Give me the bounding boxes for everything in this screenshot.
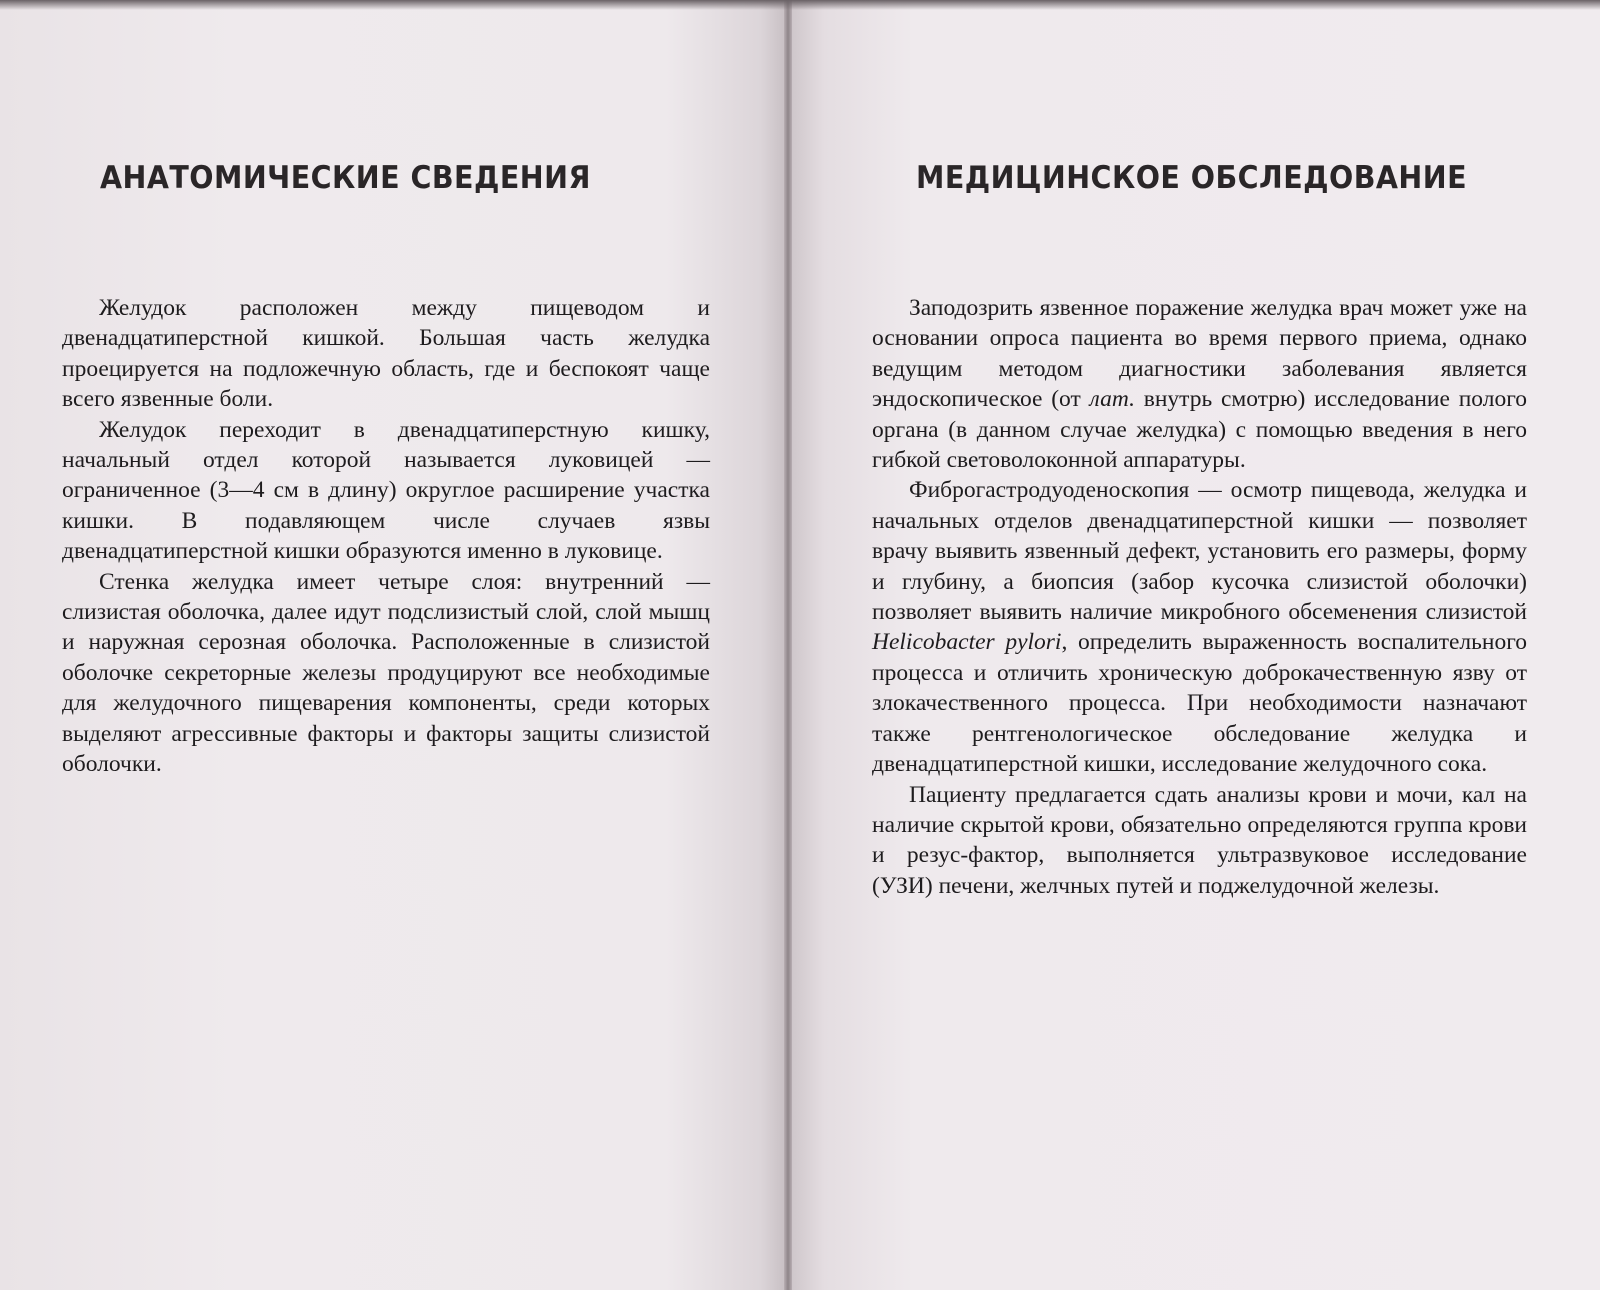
right-paragraph-2-bacterium: Helicobacter pylori [872,629,1062,656]
right-paragraph-1-part-b: внутрь смотрю) исследование полого органа (в данном случае желудка) с помощью введения в него гибкой световолоконной аппаратуры. [872,386,1527,474]
right-paragraph-2 [872,475,1527,779]
left-paragraph-1: Желудок расположен между пищеводом и двенадцатиперстной кишкой. Большая часть желудка проецируется на подложечную область, где и беспокоят чаще всего язвенные боли. [62,295,710,413]
right-paragraph-1 [872,293,1527,475]
right-page [792,0,1600,1290]
right-paragraph-3: Пациенту предлагается сдать анализы крови и мочи, кал на наличие скрытой крови, обязательно определяются группа крови и резус-фактор, выполняется ультразвуковое исследование (УЗИ) печени, желчных путей и поджелудочной железы. [872,781,1527,899]
left-paragraph-3: Стенка желудка имеет четыре слоя: внутренний — слизистая оболочка, далее идут подслизистый слой, слой мышц и наружная серозная оболочка. Расположенные в слизистой оболочке секреторные железы продуцируют все необходимые для желудочного пищеварения компоненты, среди которых выделяют агрессивные факторы и факторы защиты слизистой оболочки. [62,568,710,778]
left-page-heading: АНАТОМИЧЕСКИЕ СВЕДЕНИЯ [100,160,591,196]
right-paragraph-2-part-a: Фиброгастродуоденоскопия — осмотр пищевода, желудка и начальных отделов двенадцатиперстной кишки — позволяет врачу выявить язвенный дефект, установить его размеры, форму и глубину, а биопсия (забор кусочка слизистой оболочки) позволяет выявить наличие микробного обсеменения слизистой [872,477,1527,626]
right-paragraph-2-part-b: , определить выраженность воспалительного процесса и отличить хроническую доброкачественную язву от злокачественного процесса. При необходимости назначают также рентгенологическое обследование желудка и двенадцатиперстной кишки, исследование желудочного сока. [872,629,1527,778]
book-gutter [784,0,792,1290]
left-page [0,0,784,1290]
right-page-heading: МЕДИЦИНСКОЕ ОБСЛЕДОВАНИЕ [916,160,1468,196]
left-paragraph-2: Желудок переходит в двенадцатиперстную кишку, начальный отдел которой называется луковицей — ограниченное (3—4 см в длину) округлое расширение участка кишки. В подавляющем числе случаев язвы двенадцатиперстной кишки образуются именно в луковице. [62,416,710,565]
right-paragraph-1-latin-abbr: лат. [1089,386,1135,413]
right-page-body [872,293,1527,901]
right-paragraph-1-part-a: Заподозрить язвенное поражение желудка врач может уже на основании опроса пациента во время первого приема, однако ведущим методом диагностики заболевания является эндоскопическое (от [872,295,1527,413]
left-page-body [62,293,710,780]
top-edge-shadow [0,0,1600,10]
